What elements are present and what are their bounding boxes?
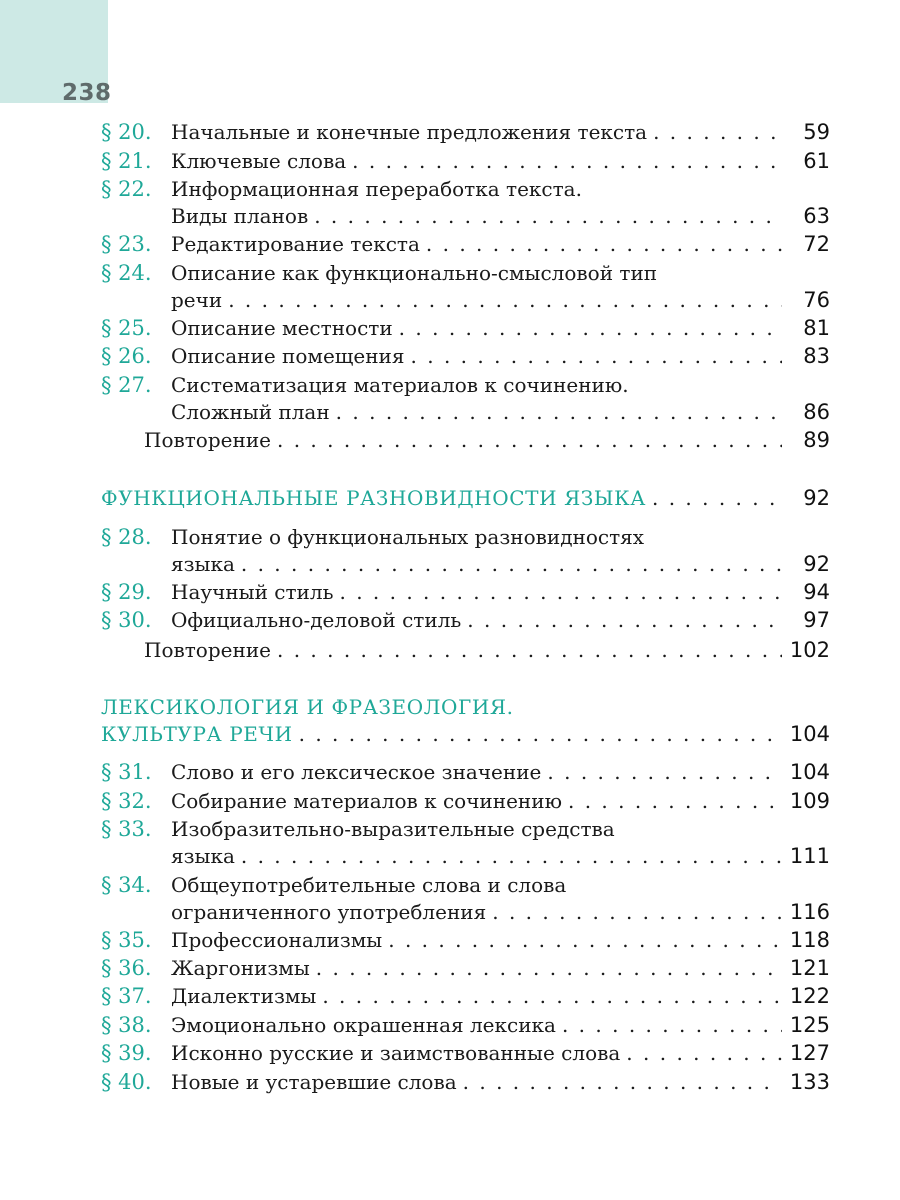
dot-leader xyxy=(652,484,782,512)
toc-entry-number: § 32. xyxy=(101,789,152,813)
toc-entry-number: § 24. xyxy=(101,261,152,285)
toc-page-number: 97 xyxy=(803,608,830,632)
toc-entry-title: ЛЕКСИКОЛОГИЯ И ФРАЗЕОЛОГИЯ. xyxy=(101,695,514,719)
toc-page-number: 59 xyxy=(803,120,830,144)
toc-entry xyxy=(0,147,900,175)
page-number: 238 xyxy=(62,80,112,106)
toc-entry xyxy=(0,550,900,578)
toc-entry-title: Официально-деловой стиль xyxy=(171,608,462,632)
toc-entry-title: Жаргонизмы xyxy=(171,956,310,980)
dot-leader xyxy=(626,1039,782,1067)
toc-entry xyxy=(0,954,900,982)
toc-entry-number: § 36. xyxy=(101,956,152,980)
dot-leader xyxy=(241,550,782,578)
dot-leader xyxy=(467,606,782,634)
dot-leader xyxy=(653,118,782,146)
toc-entry-number: § 20. xyxy=(101,120,152,144)
toc-entry-title: Начальные и конечные предложения текста xyxy=(171,120,648,144)
toc-entry xyxy=(0,286,900,314)
toc-entry xyxy=(0,758,900,786)
toc-entry xyxy=(0,118,900,146)
toc-entry-title: Изобразительно-выразительные средства xyxy=(171,817,615,841)
toc-entry-title: Описание местности xyxy=(171,316,393,340)
toc-entry xyxy=(0,898,900,926)
toc-entry-title: Эмоционально окрашенная лексика xyxy=(171,1013,556,1037)
toc-entry xyxy=(0,523,900,551)
toc-entry-title: Систематизация материалов к сочинению. xyxy=(171,373,629,397)
toc-entry xyxy=(0,230,900,258)
toc-page-number: 92 xyxy=(803,552,830,576)
toc-entry xyxy=(0,371,900,399)
toc-entry-number: § 28. xyxy=(101,525,152,549)
toc-entry xyxy=(0,636,900,664)
toc-entry-title: Сложный план xyxy=(171,400,330,424)
toc-entry-number: § 23. xyxy=(101,232,152,256)
toc-entry-title: Описание как функционально-смысловой тип xyxy=(171,261,658,285)
toc-entry xyxy=(0,871,900,899)
toc-page-number: 121 xyxy=(789,956,830,980)
toc-section-heading xyxy=(0,720,900,748)
toc-entry xyxy=(0,842,900,870)
toc-entry-title: ФУНКЦИОНАЛЬНЫЕ РАЗНОВИДНОСТИ ЯЗЫКА xyxy=(101,486,646,510)
toc-entry-title: Профессионализмы xyxy=(171,928,383,952)
toc-entry xyxy=(0,1011,900,1039)
toc-page-number: 125 xyxy=(789,1013,830,1037)
toc-entry-number: § 37. xyxy=(101,984,152,1008)
toc-entry-title: языка xyxy=(171,552,235,576)
dot-leader xyxy=(463,1068,782,1096)
dot-leader xyxy=(547,758,782,786)
dot-leader xyxy=(322,982,782,1010)
toc-entry xyxy=(0,606,900,634)
toc-page-number: 116 xyxy=(789,900,830,924)
toc-entry-number: § 39. xyxy=(101,1041,152,1065)
toc-entry-title: языка xyxy=(171,844,235,868)
dot-leader xyxy=(277,636,782,664)
dot-leader xyxy=(492,898,782,926)
dot-leader xyxy=(562,1011,782,1039)
toc-entry xyxy=(0,202,900,230)
toc-entry xyxy=(0,578,900,606)
dot-leader xyxy=(228,286,782,314)
toc-entry xyxy=(0,815,900,843)
toc-entry-title: Диалектизмы xyxy=(171,984,317,1008)
toc-entry-number: § 38. xyxy=(101,1013,152,1037)
toc-entry-title: Виды планов xyxy=(171,204,309,228)
toc-entry-number: § 26. xyxy=(101,344,152,368)
toc-entry-number: § 34. xyxy=(101,873,152,897)
toc-page-number: 111 xyxy=(789,844,830,868)
toc-page-number: 81 xyxy=(803,316,830,340)
dot-leader xyxy=(568,787,782,815)
toc-entry-number: § 35. xyxy=(101,928,152,952)
dot-leader xyxy=(241,842,782,870)
toc-entry xyxy=(0,1068,900,1096)
toc-entry-title: Редактирование текста xyxy=(171,232,420,256)
toc-entry-title: Повторение xyxy=(144,428,271,452)
dot-leader xyxy=(336,398,782,426)
dot-leader xyxy=(339,578,782,606)
toc-entry xyxy=(0,426,900,454)
toc-entry-number: § 40. xyxy=(101,1070,152,1094)
toc-entry-title: Научный стиль xyxy=(171,580,334,604)
toc-entry-number: § 21. xyxy=(101,149,152,173)
toc-entry-number: § 25. xyxy=(101,316,152,340)
dot-leader xyxy=(314,202,782,230)
toc-entry xyxy=(0,175,900,203)
toc-entry xyxy=(0,342,900,370)
toc-entry xyxy=(0,398,900,426)
toc-entry xyxy=(0,1039,900,1067)
toc-page-number: 104 xyxy=(789,760,830,784)
dot-leader xyxy=(399,314,782,342)
toc-entry-title: Новые и устаревшие слова xyxy=(171,1070,457,1094)
toc-entry-number: § 31. xyxy=(101,760,152,784)
toc-entry-number: § 22. xyxy=(101,177,152,201)
toc-page-number: 83 xyxy=(803,344,830,368)
toc-entry-title: Информационная переработка текста. xyxy=(171,177,582,201)
toc-section-heading xyxy=(0,484,900,512)
toc-entry-title: Исконно русские и заимствованные слова xyxy=(171,1041,621,1065)
dot-leader xyxy=(299,720,782,748)
toc-entry xyxy=(0,926,900,954)
toc-page-number: 118 xyxy=(789,928,830,952)
toc-page-number: 72 xyxy=(803,232,830,256)
toc-entry-title: речи xyxy=(171,288,223,312)
toc-page-number: 61 xyxy=(803,149,830,173)
toc-page-number: 86 xyxy=(803,400,830,424)
toc-entry xyxy=(0,982,900,1010)
dot-leader xyxy=(277,426,782,454)
toc-page-number: 122 xyxy=(789,984,830,1008)
toc-entry-number: § 29. xyxy=(101,580,152,604)
toc-page-number: 89 xyxy=(803,428,830,452)
toc-page-number: 94 xyxy=(803,580,830,604)
toc-page-number: 102 xyxy=(789,638,830,662)
toc-entry-title: Слово и его лексическое значение xyxy=(171,760,542,784)
toc-page-number: 133 xyxy=(789,1070,830,1094)
dot-leader xyxy=(352,147,782,175)
toc-entry-title: КУЛЬТУРА РЕЧИ xyxy=(101,722,293,746)
toc-entry-title: Описание помещения xyxy=(171,344,405,368)
toc-entry-number: § 27. xyxy=(101,373,152,397)
toc-page-number: 63 xyxy=(803,204,830,228)
dot-leader xyxy=(316,954,782,982)
toc-entry-number: § 33. xyxy=(101,817,152,841)
toc-entry-title: Повторение xyxy=(144,638,271,662)
toc-section-heading xyxy=(0,693,900,721)
toc-entry xyxy=(0,787,900,815)
toc-page-number: 76 xyxy=(803,288,830,312)
dot-leader xyxy=(426,230,782,258)
dot-leader xyxy=(411,342,782,370)
toc-page-number: 127 xyxy=(789,1041,830,1065)
toc-page-number: 92 xyxy=(803,486,830,510)
toc-entry xyxy=(0,259,900,287)
dot-leader xyxy=(388,926,782,954)
toc-entry-title: Ключевые слова xyxy=(171,149,347,173)
toc-entry-title: Общеупотребительные слова и слова xyxy=(171,873,567,897)
toc-entry-title: Собирание материалов к сочинению xyxy=(171,789,562,813)
toc-entry-title: ограниченного употребления xyxy=(171,900,487,924)
toc-page-number: 104 xyxy=(789,722,830,746)
toc-entry xyxy=(0,314,900,342)
toc-page-number: 109 xyxy=(789,789,830,813)
toc-entry-number: § 30. xyxy=(101,608,152,632)
toc-entry-title: Понятие о функциональных разновидностях xyxy=(171,525,645,549)
